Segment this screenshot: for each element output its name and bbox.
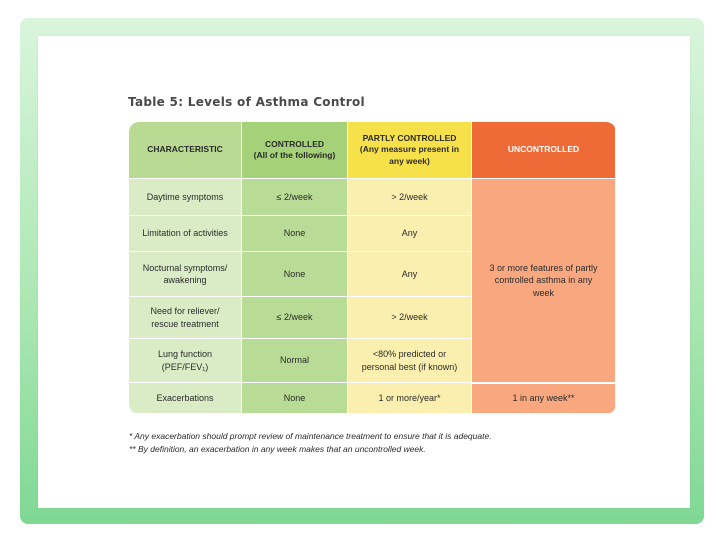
footnote-1: * Any exacerbation should prompt review of maintenance treatment to ensure that it is adequate. [129, 431, 492, 441]
row-reliever-partly: > 2/week [348, 297, 472, 339]
row-nocturnal-characteristic: Nocturnal symptoms/ awakening [129, 252, 242, 297]
row-lung-function-characteristic: Lung function (PEF/FEV₁) [129, 339, 242, 383]
row-nocturnal-controlled: None [242, 252, 348, 297]
header-uncontrolled: UNCONTROLLED [472, 122, 616, 179]
row-exacerbations-partly: 1 or more/year* [348, 383, 472, 414]
header-controlled: CONTROLLED (All of the following) [242, 122, 348, 179]
table-title: Table 5: Levels of Asthma Control [128, 95, 365, 109]
row-limitation-partly: Any [348, 216, 472, 252]
row-exacerbations-characteristic: Exacerbations [129, 383, 242, 414]
uncontrolled-merged-cell: 3 or more features of partly controlled asthma in any week [472, 179, 616, 383]
row-limitation-characteristic: Limitation of activities [129, 216, 242, 252]
header-partly-controlled: PARTLY CONTROLLED (Any measure present in any week) [348, 122, 472, 179]
row-daytime-characteristic: Daytime symptoms [129, 179, 242, 216]
row-limitation-controlled: None [242, 216, 348, 252]
row-reliever-characteristic: Need for reliever/ rescue treatment [129, 297, 242, 339]
row-daytime-controlled: ≤ 2/week [242, 179, 348, 216]
row-reliever-controlled: ≤ 2/week [242, 297, 348, 339]
row-exacerbations-uncontrolled: 1 in any week** [472, 383, 616, 414]
asthma-control-table [129, 122, 616, 414]
header-characteristic: CHARACTERISTIC [129, 122, 242, 179]
row-daytime-partly: > 2/week [348, 179, 472, 216]
row-lung-function-controlled: Normal [242, 339, 348, 383]
footnotes [129, 430, 649, 456]
row-lung-function-partly: <80% predicted or personal best (if known) [348, 339, 472, 383]
row-nocturnal-partly: Any [348, 252, 472, 297]
footnote-2: ** By definition, an exacerbation in any week makes that an uncontrolled week. [129, 443, 426, 454]
row-exacerbations-controlled: None [242, 383, 348, 414]
